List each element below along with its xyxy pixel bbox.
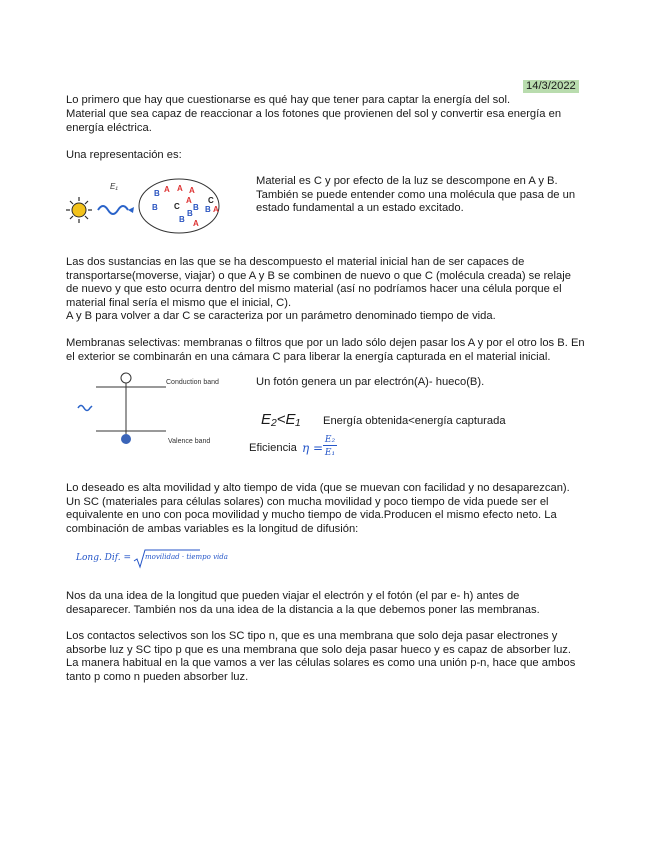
molecule-letter: A xyxy=(193,219,199,228)
efficiency-denominator: E₁ xyxy=(324,448,336,458)
body-paragraph-4: Las dos sustancias en las que se ha descompuesto el material inicial han de ser capaces de transportarse(moverse, viajar) o que A y B se combinen de nuevo o que C (molécula creada) se relaje de nuevo y que esto ocurra dentro del mismo material (así no podríamos hacer una célula porque el material final sería el mismo que el inicial, C). xyxy=(66,256,571,309)
photon-wave-icon xyxy=(78,406,92,411)
efficiency-symbol: η = xyxy=(302,441,324,455)
diagram1-description: Material es C y por efecto de la luz se descompone en A y B. También se puede entender como una molécula que pasa de un estado fundamental a un estado excitado. xyxy=(256,175,576,215)
molecule-letter: B xyxy=(187,209,193,218)
molecule-letter: B xyxy=(179,215,185,224)
molecule-letter: A xyxy=(213,205,219,214)
molecule-letter: B xyxy=(193,203,199,212)
molecule-letter: A xyxy=(177,184,183,193)
molecule-letter: A xyxy=(186,196,192,205)
efficiency-label: Eficiencia xyxy=(249,442,297,454)
energy-text: Energía obtenida<energía capturada xyxy=(323,415,506,427)
body-paragraph-9: Los contactos selectivos son los SC tipo n, que es una membrana que solo deja pasar electrones y absorbe luz y SC tipo p que es una membrana que solo deja pasar hueco y es capaz de absorber luz. La manera habitual en la que vamos a ver las células solares es como una unión p-n, hace que ambos tanto p como n pueden absorber luz. xyxy=(66,630,576,683)
intro-paragraph-2: Material que sea capaz de reaccionar a los fotones que provienen del sol y convertir esa energía en energía eléctrica. xyxy=(66,108,562,134)
formula-left: Long. Dif. = xyxy=(76,553,132,563)
body-paragraph-8: Nos da una idea de la longitud que pueden viajar el electrón y el fotón (el par e- h) antes de desaparecer. También nos da una idea de la distancia a la que debemos poner las membranas. xyxy=(66,590,540,616)
molecule-letter: A xyxy=(189,186,195,195)
molecule-letter: B xyxy=(205,205,211,214)
photon-decomposition-diagram xyxy=(62,172,232,238)
molecule-letter: B xyxy=(154,189,160,198)
body-paragraph-6: Membranas selectivas: membranas o filtros que por un lado sólo dejen pasar los A y por el otro los B. En el exterior se combinarán en una cámara C para liberar la energía capturada en el material inicial. xyxy=(66,337,585,363)
molecule-letter: B xyxy=(152,203,158,212)
molecule-letter: A xyxy=(164,185,170,194)
energy-relation: E₂<E₁ xyxy=(261,411,301,428)
electron-icon xyxy=(121,434,131,444)
intro-paragraph-3: Una representación es: xyxy=(66,149,182,161)
label-e1: E₁ xyxy=(110,182,118,191)
hole-icon xyxy=(121,373,131,383)
valence-band-label: Valence band xyxy=(168,438,211,445)
photon-wave-icon xyxy=(98,206,128,214)
band-diagram xyxy=(70,368,250,452)
date-label: 14/3/2022 xyxy=(523,80,579,93)
intro-paragraph-1: Lo primero que hay que cuestionarse es qué hay que tener para captar la energía del sol. xyxy=(66,94,511,106)
body-paragraph-5: A y B para volver a dar C se caracteriza por un parámetro denominado tiempo de vida. xyxy=(66,310,496,322)
body-paragraph-7: Lo deseado es alta movilidad y alto tiempo de vida (que se muevan con facilidad y no desaparezcan). Un SC (materiales para células solares) con mucha movilidad y poco tiempo de vida puede ser el equivalente en uno con poca movilidad y mucho tiempo de vida.Producen el mismo efecto neto. La combinación de ambas variables es la longitud de difusión: xyxy=(66,482,570,535)
molecule-letter: C xyxy=(208,196,214,205)
formula-right: movilidad · tiempo vida xyxy=(145,553,228,561)
photon-text: Un fotón genera un par electrón(A)- hueco(B). xyxy=(256,376,485,388)
conduction-band-label: Conduction band xyxy=(166,379,219,386)
sun-icon xyxy=(66,197,92,223)
molecule-letter: C xyxy=(174,202,180,211)
efficiency-numerator: E₂ xyxy=(324,435,336,445)
